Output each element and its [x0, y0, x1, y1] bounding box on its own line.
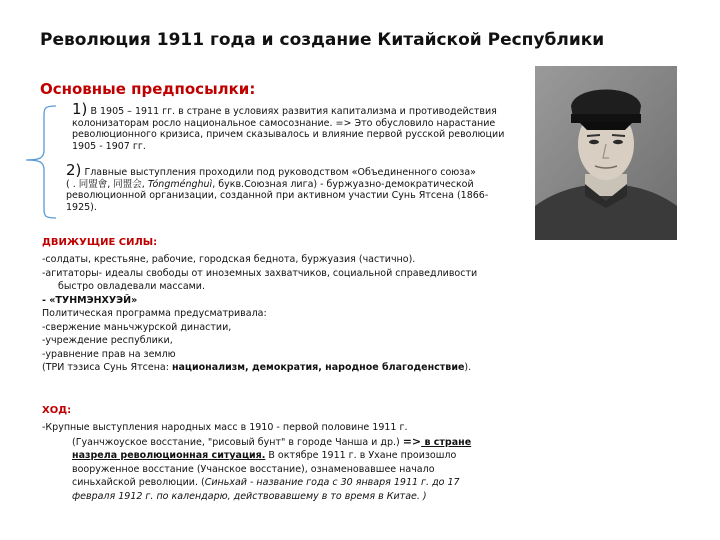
course-body [42, 421, 512, 503]
course-line-5 [42, 476, 512, 490]
course-line-6: февраля 1912 г. по календарю, действовавшему в то время в Китае. ) [72, 490, 427, 502]
forces-heading: ДВИЖУЩИЕ СИЛЫ: [42, 237, 158, 248]
forces-line-8a: (ТРИ тэзиса Сунь Ятсена: [42, 362, 172, 373]
course-line-5b: Синьхай - название года с 30 января 1911 г. до 17 [204, 477, 460, 488]
bracket-decoration [18, 104, 58, 220]
forces-line-5: -свержение маньчжурской династии, [42, 321, 232, 333]
premise-number-1: 1) [72, 100, 88, 118]
premise-item-1 [72, 100, 522, 152]
forces-line-8b: национализм, демократия, народное благоденствие [171, 362, 465, 373]
portrait-image [535, 66, 677, 240]
premise-text-1: В 1905 – 1911 гг. в стране в условиях развития капитализма и противодействия колонизаторам росло национальное самосознание. => Это обусловило нарастание революционного кризиса, причем сказывалось и влияние первой русской революции 1905 - 1907 гг. [72, 106, 505, 152]
premise-item-2 [66, 161, 516, 213]
premise-text-2a: Главные выступления проходили под руководством «Объединенного союза» [84, 167, 476, 178]
premises-heading: Основные предпосылки: [40, 80, 256, 98]
forces-line-4: Политическая программа предусматривала: [42, 308, 267, 319]
premise-text-2-italic: Tóngménghuì [147, 178, 213, 190]
premise-number-2: 2) [66, 161, 82, 179]
forces-line-8c: ). [464, 362, 472, 373]
forces-line-6: -учреждение республики, [42, 335, 173, 346]
portrait-photo [535, 66, 677, 240]
premise-text-2c: , букв.Союзная лига) - буржуазно-демократической революционной организации, созданной при активном участии Сунь Ятсена (1866-1925). [66, 178, 489, 213]
course-heading: ХОД: [42, 405, 72, 416]
forces-line-3: - «ТУНМЭНХУЭЙ» [42, 294, 138, 306]
forces-line-1: -солдаты, крестьяне, рабочие, городская беднота, буржуазия (частично). [42, 254, 416, 265]
page-title: Революция 1911 года и создание Китайской Республики [40, 30, 605, 50]
course-line-3b: В октябре 1911 г. в Ухане произошло [265, 450, 457, 461]
forces-line-7: -уравнение прав на землю [42, 348, 176, 360]
premise-text-2b: ( . 同盟會, 同盟会, [66, 178, 148, 190]
course-arrow: => [402, 434, 422, 448]
course-line-1: -Крупные выступления народных масс в 1910 - первой половине 1911 г. [42, 422, 408, 433]
course-line-3 [42, 449, 512, 463]
forces-body [42, 253, 512, 375]
forces-line-8 [42, 361, 512, 375]
course-line-3a: назрела революционная ситуация. [72, 450, 266, 461]
course-line-2 [42, 435, 512, 450]
course-line-2b: в стране [421, 436, 472, 448]
forces-line-2a: -агитаторы- идеалы свободы от иноземных захватчиков, социальной справедливости [42, 267, 478, 279]
course-line-5a: синьхайской революции. ( [72, 477, 205, 488]
course-line-2a: (Гуанчжоуское восстание, "рисовый бунт" в городе Чанша и др.) [72, 436, 403, 448]
course-line-4: вооруженное восстание (Учанское восстание), ознаменовавшее начало [72, 463, 435, 475]
forces-line-2b: быстро овладевали массами. [58, 281, 205, 292]
